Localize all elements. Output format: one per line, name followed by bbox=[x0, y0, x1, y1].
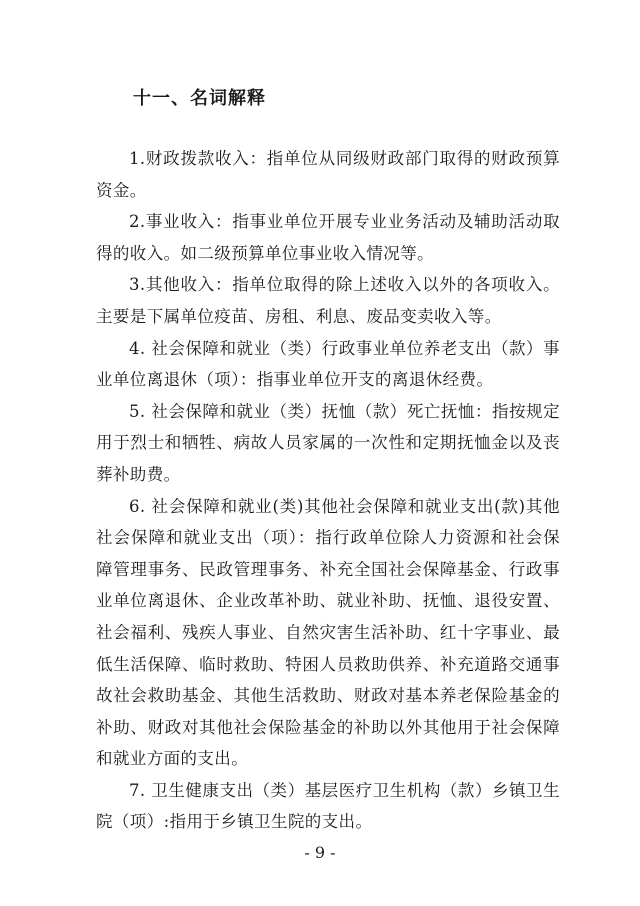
paragraph-5: 5. 社会保障和就业（类）抚恤（款）死亡抚恤：指按规定用于烈士和牺牲、病故人员家属的一次性和定期抚恤金以及丧葬补助费。 bbox=[96, 401, 560, 484]
paragraph-4: 4. 社会保障和就业（类）行政事业单位养老支出（款）事业单位离退休（项）：指事业单位开支的离退休经费。 bbox=[96, 338, 560, 390]
section-heading: 十一、名词解释 bbox=[133, 88, 266, 109]
paragraph-1: 1.财政拨款收入：指单位从同级财政部门取得的财政预算资金。 bbox=[96, 149, 560, 200]
paragraph-3: 3.其他收入：指单位取得的除上述收入以外的各项收入。主要是下属单位疫苗、房租、利息、废品变卖收入等。 bbox=[96, 275, 560, 326]
document-body bbox=[96, 143, 560, 838]
paragraph-2: 2.事业收入：指事业单位开展专业业务活动及辅助活动取得的收入。如二级预算单位事业收入情况等。 bbox=[96, 212, 560, 263]
paragraph-6: 6. 社会保障和就业(类)其他社会保障和就业支出(款)其他社会保障和就业支出（项）：指行政单位除人力资源和社会保障管理事务、民政管理事务、补充全国社会保障基金、行政事业单位离退休、企业改革补助、就业补助、抚恤、退役安置、社会福利、残疾人事业、自然灾害生活补助、红十字事业、最低生活保障、临时救助、特困人员救助供养、补充道路交通事故社会救助基金、其他生活救助、财政对基本养老保险基金的补助、财政对其他社会保险基金的补助以外其他用于社会保障和就业方面的支出。 bbox=[96, 496, 560, 769]
page-number: - 9 - bbox=[304, 843, 336, 862]
paragraph-7: 7. 卫生健康支出（类）基层医疗卫生机构（款）乡镇卫生院（项）:指用于乡镇卫生院的支出。 bbox=[96, 780, 560, 832]
